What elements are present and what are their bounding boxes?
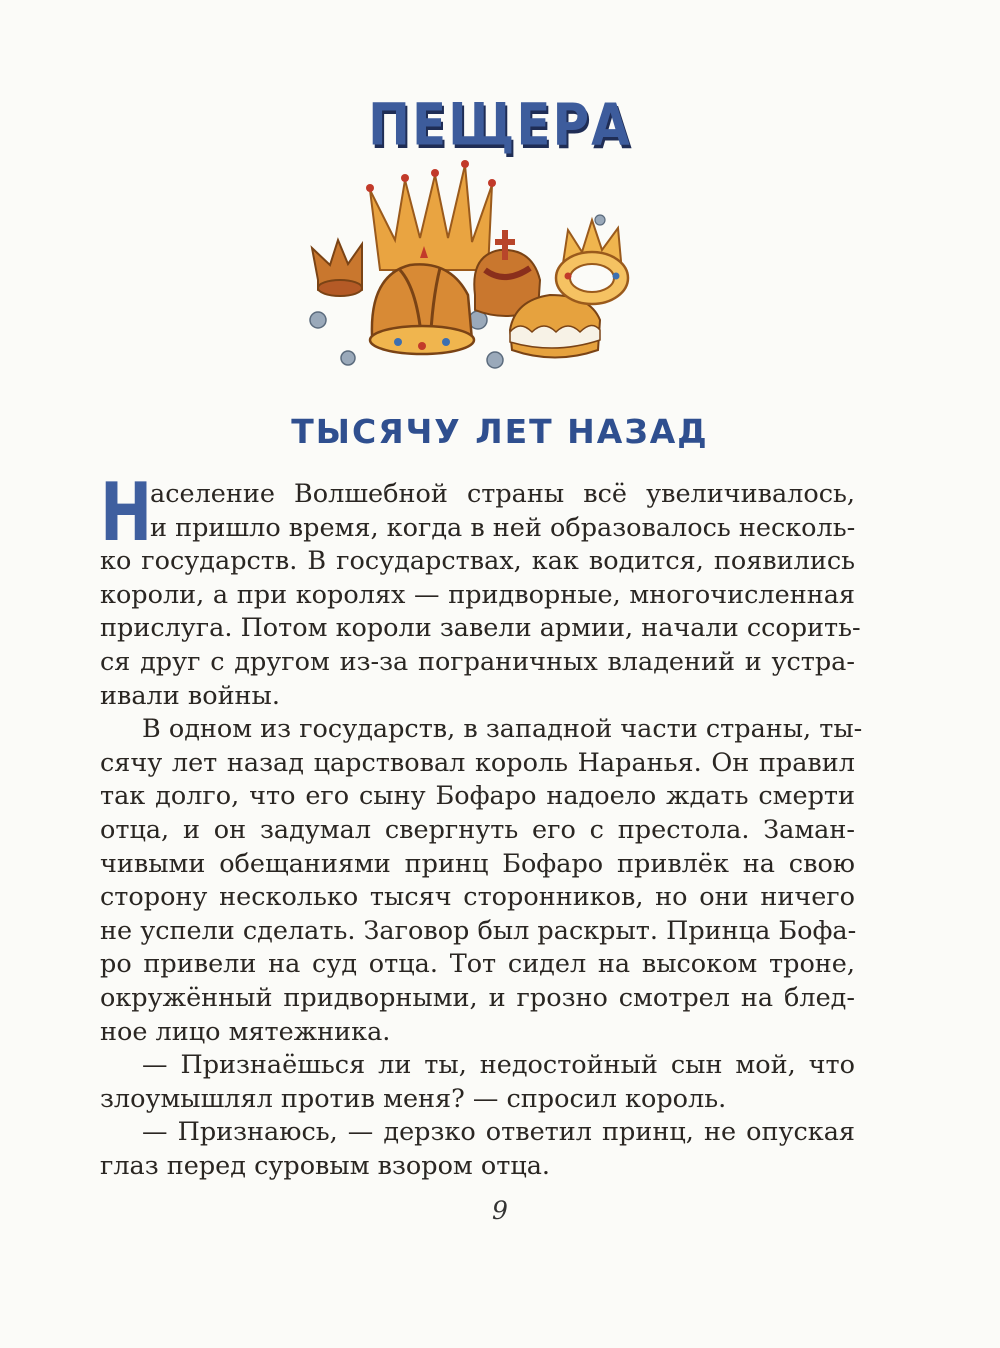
text-line: глаз перед суровым взором отца. [100, 1150, 551, 1181]
text-line: и пришло время, когда в ней образовалось несколь- [150, 512, 856, 543]
body-text [100, 466, 863, 1183]
text-line: окружённый придворными, и грозно смотрел на блед- [100, 982, 855, 1013]
text-line: короли, а при королях — придворные, многочисленная [100, 579, 855, 610]
text-line: — Признаёшься ли ты, недостойный сын мой, что [142, 1050, 855, 1081]
text-line: В одном из государств, в западной части страны, ты- [142, 714, 863, 745]
text-line: — Признаюсь, — дерзко ответил принц, не опуская [142, 1117, 855, 1148]
drop-cap: Н [100, 466, 153, 559]
crowns-illustration [300, 160, 650, 385]
text-line: не успели сделать. Заговор был раскрыт. Принца Бофа- [100, 915, 857, 946]
text-line: прислуга. Потом короли завели армии, начали ссорить- [100, 613, 861, 644]
text-line: отца, и он задумал свергнуть его с престола. Заман- [100, 814, 855, 845]
text-line: ся друг с другом из-за пограничных владений и устра- [100, 646, 855, 677]
text-line: сторону несколько тысяч сторонников, но они ничего [100, 882, 855, 913]
text-line: чивыми обещаниями принц Бофаро привлёк на свою [100, 848, 855, 879]
text-line: ивали войны. [100, 680, 280, 711]
text-line: ко государств. В государствах, как водится, появились [100, 546, 855, 577]
text-line: аселение Волшебной страны всё увеличивалось, [150, 479, 855, 509]
text-line: сячу лет назад царствовал король Наранья. Он правил [100, 747, 855, 778]
chapter-title: ТЫСЯЧУ ЛЕТ НАЗАД [291, 412, 709, 451]
text-line: ро привели на суд отца. Тот сидел на высоком троне, [100, 949, 855, 980]
text-line: злоумышлял против меня? — спросил король. [100, 1083, 727, 1114]
part-title: ПЕЩЕРА [368, 91, 632, 159]
page-number: 9 [492, 1196, 508, 1225]
text-line: ное лицо мятежника. [100, 1016, 391, 1047]
text-line: так долго, что его сыну Бофаро надоело ждать смерти [100, 781, 855, 812]
